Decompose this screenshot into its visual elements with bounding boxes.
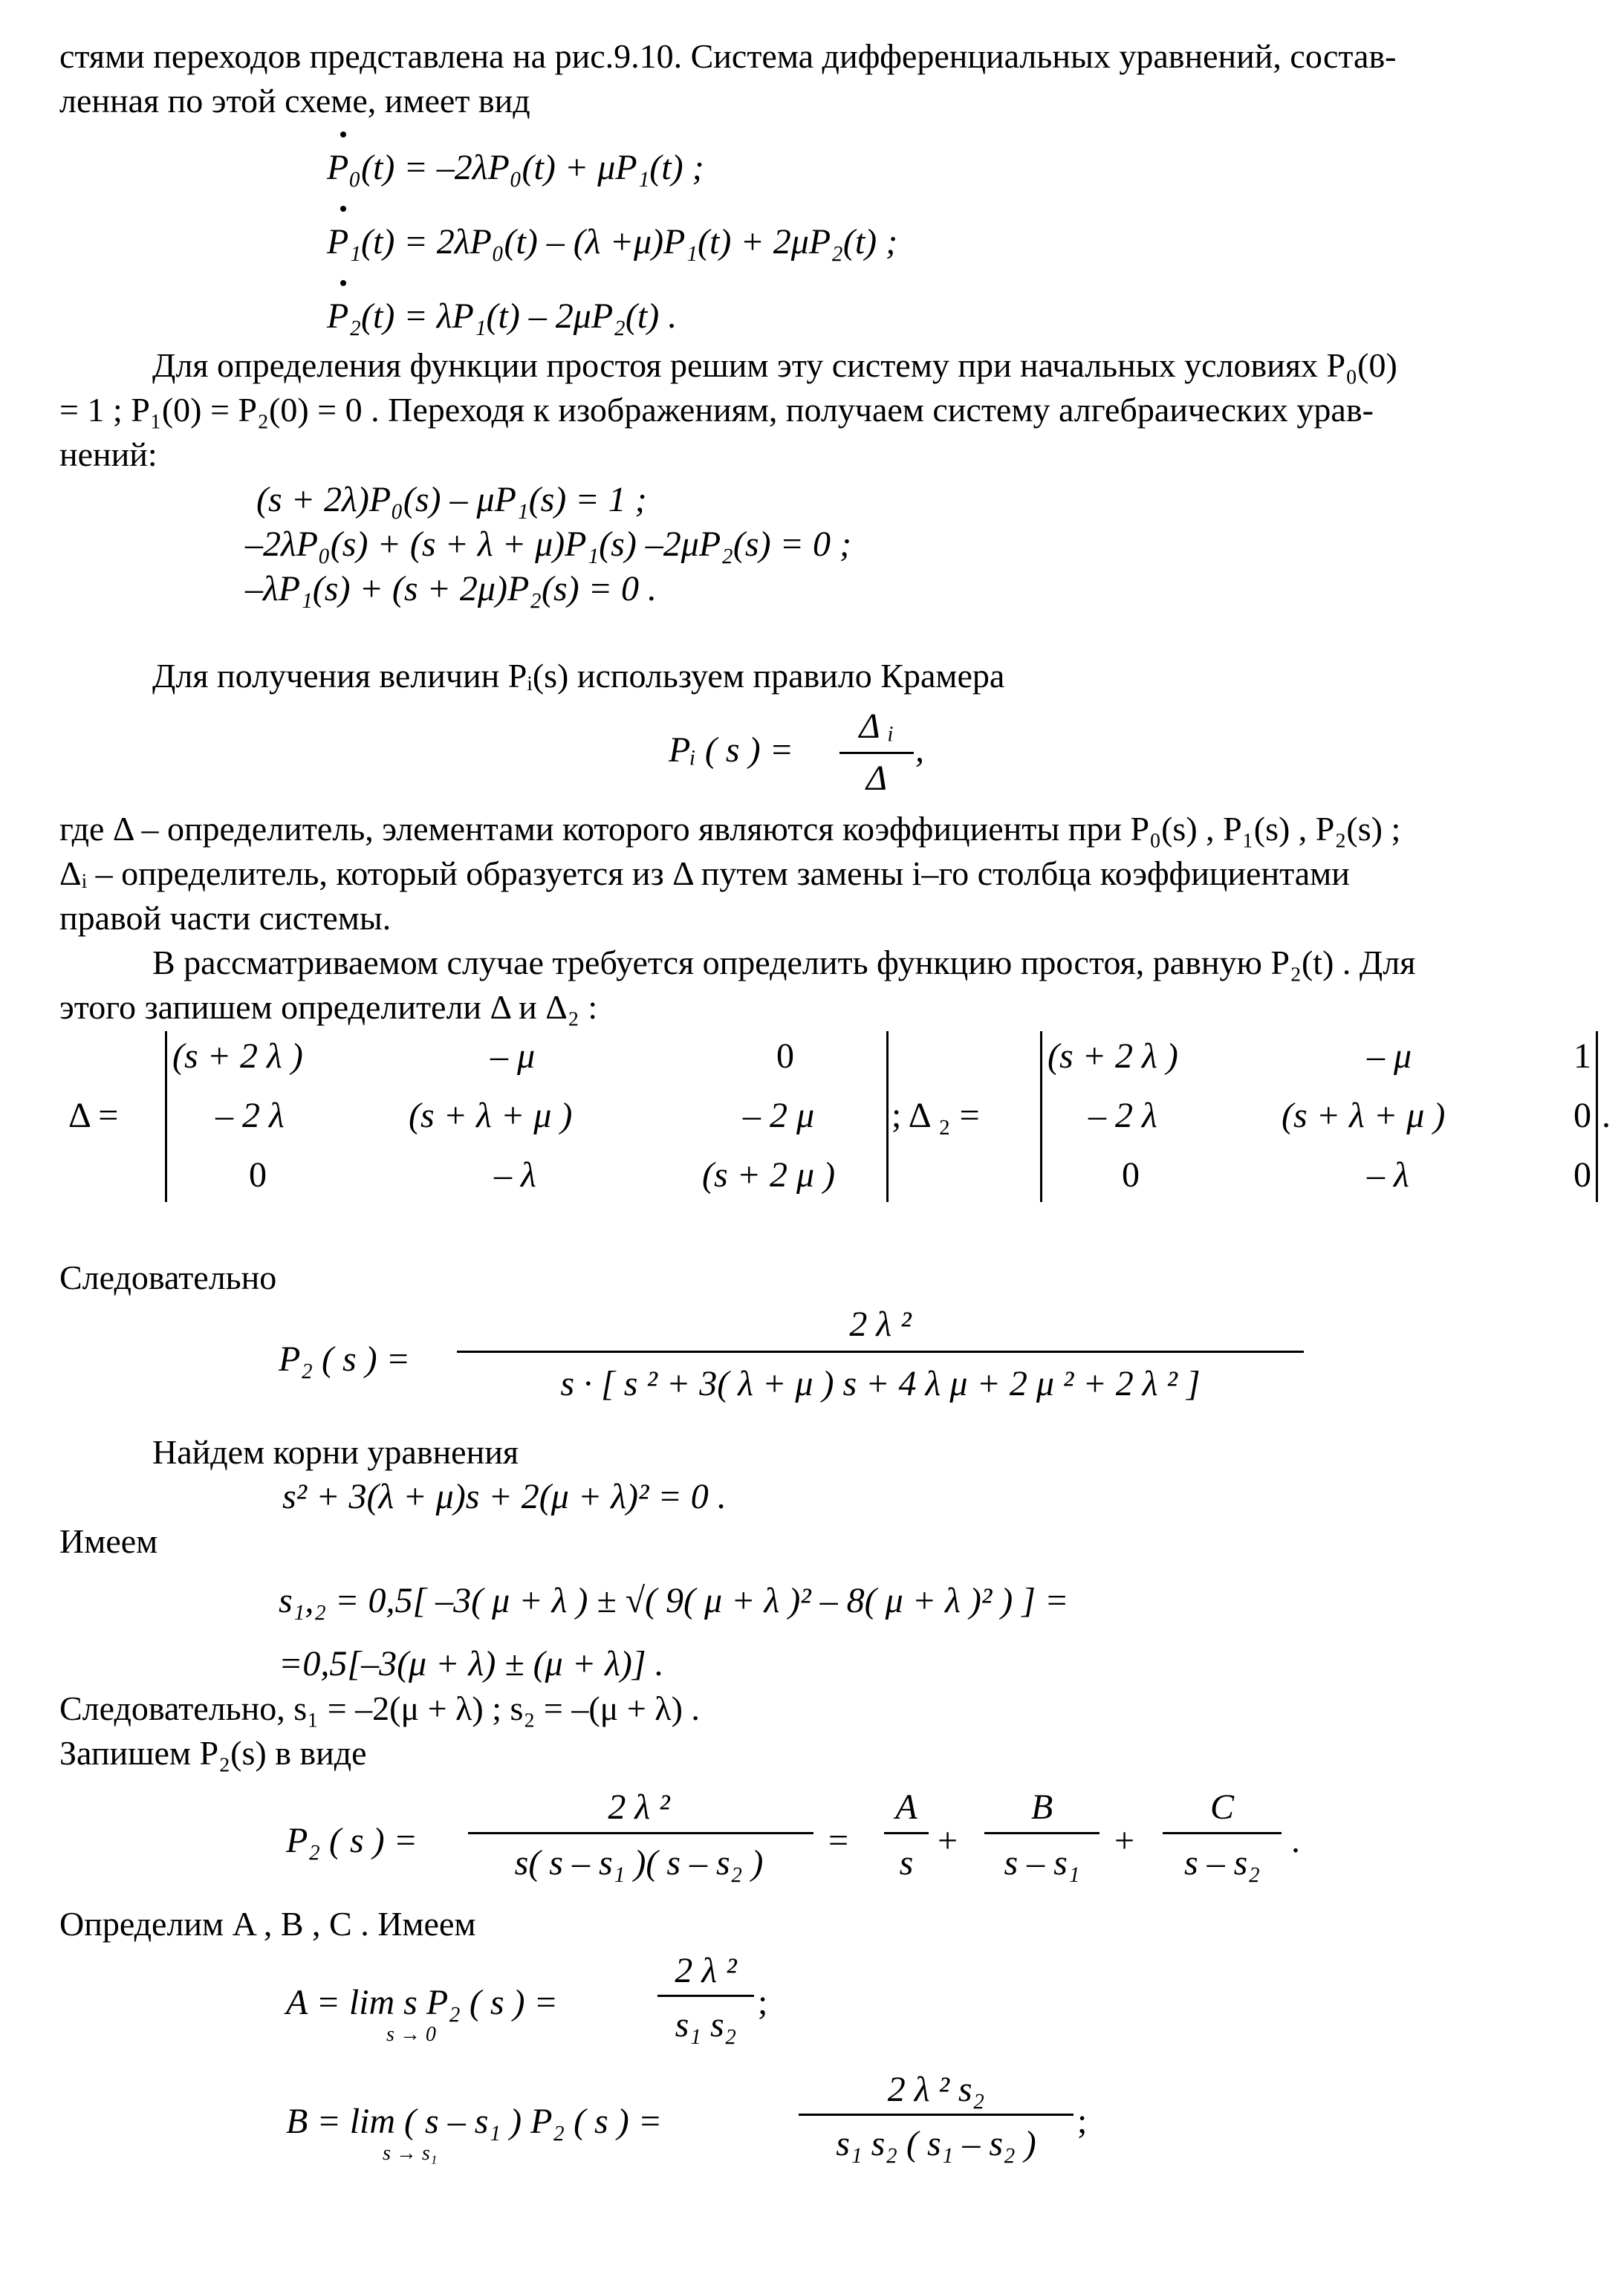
text-line: Δᵢ – определитель, который образуется из Δ путем замены i–го столбца коэффициентами [59, 854, 1350, 892]
fraction-bar [468, 1832, 813, 1834]
A-limit-expression: A = lim s P₂ ( s ) = [286, 1983, 558, 2022]
cramer-lhs: Pᵢ ( s ) = [669, 730, 793, 770]
p2-lhs: P₂ ( s ) = [279, 1339, 411, 1379]
B-denominator: s₁ s₂ ( s₁ – s₂ ) [836, 2124, 1036, 2163]
cramer-numerator: Δ ᵢ [859, 707, 894, 746]
text-line: ленная по этой схеме, имеет вид [59, 82, 530, 120]
pf-s-minus-s2: s – s₂ [1183, 1843, 1261, 1883]
determinant-bar [886, 1031, 889, 1202]
pf-denominator: s( s – s₁ )( s – s₂ ) [514, 1843, 764, 1883]
semicolon: ; [758, 1983, 768, 2022]
matrix-cell: 1 [1573, 1036, 1591, 1076]
text-line: этого запишем определители Δ и Δ₂ : [59, 988, 598, 1026]
matrix-cell: – μ [1367, 1036, 1412, 1076]
delta2-label: ; Δ ₂ = [891, 1096, 980, 1135]
text-line: стями переходов представлена на рис.9.10. Система дифференциальных уравнений, состав- [59, 37, 1397, 75]
derivative-dot [340, 131, 346, 137]
determinant-bar [165, 1031, 167, 1202]
fraction-bar [884, 1832, 929, 1834]
matrix-cell: (s + λ + μ ) [409, 1096, 573, 1135]
matrix-cell: (s + 2 μ ) [702, 1155, 836, 1195]
roots-formula: s₁,₂ = 0,5[ –3( μ + λ ) ± √( 9( μ + λ )² – 8( μ + λ )² ) ] = [279, 1581, 1069, 1620]
period: . [1291, 1821, 1300, 1860]
text-line: правой части системы. [59, 899, 392, 937]
text-line: В рассматриваемом случае требуется определить функцию простоя, равную P₂(t) . Для [152, 943, 1416, 981]
p2-numerator: 2 λ ² [849, 1305, 912, 1344]
semicolon: ; [1077, 2102, 1088, 2141]
ode-equation-3: P₂(t) = λP₁(t) – 2μP₂(t) . [327, 296, 678, 336]
text-line: Найдем корни уравнения [152, 1433, 519, 1471]
matrix-cell: 0 [1573, 1096, 1591, 1135]
matrix-cell: – λ [1367, 1155, 1409, 1195]
roots-simplified: =0,5[–3(μ + λ) ± (μ + λ)] . [279, 1644, 664, 1683]
A-numerator: 2 λ ² [675, 1951, 737, 1990]
pf-B: B [1030, 1787, 1053, 1827]
plus-sign: + [1114, 1821, 1135, 1860]
equals-sign: = [828, 1821, 849, 1860]
fraction-bar [984, 1832, 1100, 1834]
p2-denominator: s · [ s ² + 3( λ + μ ) s + 4 λ μ + 2 μ ² + 2 λ ² ] [560, 1364, 1201, 1403]
determinant-bar [1596, 1031, 1598, 1202]
B-limit-expression: B = lim ( s – s₁ ) P₂ ( s ) = [286, 2102, 663, 2141]
matrix-cell: – μ [490, 1036, 536, 1076]
matrix-cell: – 2 λ [215, 1096, 285, 1135]
text-line: Для определения функции простоя решим эту систему при начальных условиях P₀(0) [152, 346, 1397, 384]
text-line: Имеем [59, 1522, 158, 1560]
matrix-cell: 0 [249, 1155, 267, 1195]
matrix-cell: 0 [1573, 1155, 1591, 1195]
pf-numerator: 2 λ ² [608, 1787, 670, 1827]
roots-equation: s² + 3(λ + μ)s + 2(μ + λ)² = 0 . [282, 1477, 727, 1516]
fraction-bar [1163, 1832, 1282, 1834]
pf-A: A [895, 1787, 917, 1827]
matrix-cell: (s + λ + μ ) [1282, 1096, 1446, 1135]
derivative-dot [340, 280, 346, 286]
fraction-bar [799, 2114, 1074, 2116]
text-line: Следовательно [59, 1258, 277, 1296]
text-line: = 1 ; P₁(0) = P₂(0) = 0 . Переходя к изображениям, получаем систему алгебраических урав- [59, 391, 1374, 429]
text-line: Для получения величин Pᵢ(s) используем правило Крамера [152, 657, 1005, 695]
fraction-bar [657, 1995, 754, 1997]
ode-equation-1: P₀(t) = –2λP₀(t) + μP₁(t) ; [327, 148, 704, 187]
matrix-cell: – λ [494, 1155, 536, 1195]
cramer-comma: , [915, 730, 924, 770]
matrix-cell: (s + 2 λ ) [172, 1036, 303, 1076]
text-line: Запишем P₂(s) в виде [59, 1734, 367, 1772]
text-line: Определим A , B , C . Имеем [59, 1905, 476, 1943]
matrix-cell: (s + 2 λ ) [1048, 1036, 1178, 1076]
fraction-bar [457, 1351, 1304, 1353]
text-line: Следовательно, s₁ = –2(μ + λ) ; s₂ = –(μ + λ) . [59, 1689, 700, 1727]
matrix-cell: 0 [776, 1036, 794, 1076]
fraction-bar [839, 752, 914, 754]
plus-sign: + [938, 1821, 958, 1860]
cramer-denominator: Δ [865, 759, 888, 798]
pf-C: C [1209, 1787, 1234, 1827]
pf-lhs: P₂ ( s ) = [286, 1821, 418, 1860]
algebraic-equation-3: –λP₁(s) + (s + 2μ)P₂(s) = 0 . [245, 569, 657, 608]
matrix-cell: – 2 μ [743, 1096, 815, 1135]
algebraic-equation-1: (s + 2λ)P₀(s) – μP₁(s) = 1 ; [256, 480, 647, 519]
B-limit-subscript: s → s₁ [383, 2142, 438, 2165]
derivative-dot [340, 206, 346, 212]
A-limit-subscript: s → 0 [386, 2023, 436, 2046]
matrix-cell: – 2 λ [1088, 1096, 1157, 1135]
ode-equation-2: P₁(t) = 2λP₀(t) – (λ +μ)P₁(t) + 2μP₂(t) ; [327, 222, 898, 262]
text-line: нений: [59, 435, 157, 473]
algebraic-equation-2: –2λP₀(s) + (s + λ + μ)P₁(s) –2μP₂(s) = 0 ; [245, 524, 851, 564]
text-line: где Δ – определитель, элементами которого являются коэффициенты при P₀(s) , P₁(s) , P₂(s) ; [59, 810, 1401, 848]
determinant-bar [1040, 1031, 1042, 1202]
pf-s-minus-s1: s – s₁ [1004, 1843, 1080, 1883]
determinant-end: . [1602, 1096, 1611, 1135]
matrix-cell: 0 [1122, 1155, 1140, 1195]
A-denominator: s₁ s₂ [675, 2005, 737, 2044]
B-numerator: 2 λ ² s₂ [887, 2070, 985, 2109]
delta-label: Δ = [68, 1096, 119, 1135]
pf-s: s [899, 1843, 914, 1883]
